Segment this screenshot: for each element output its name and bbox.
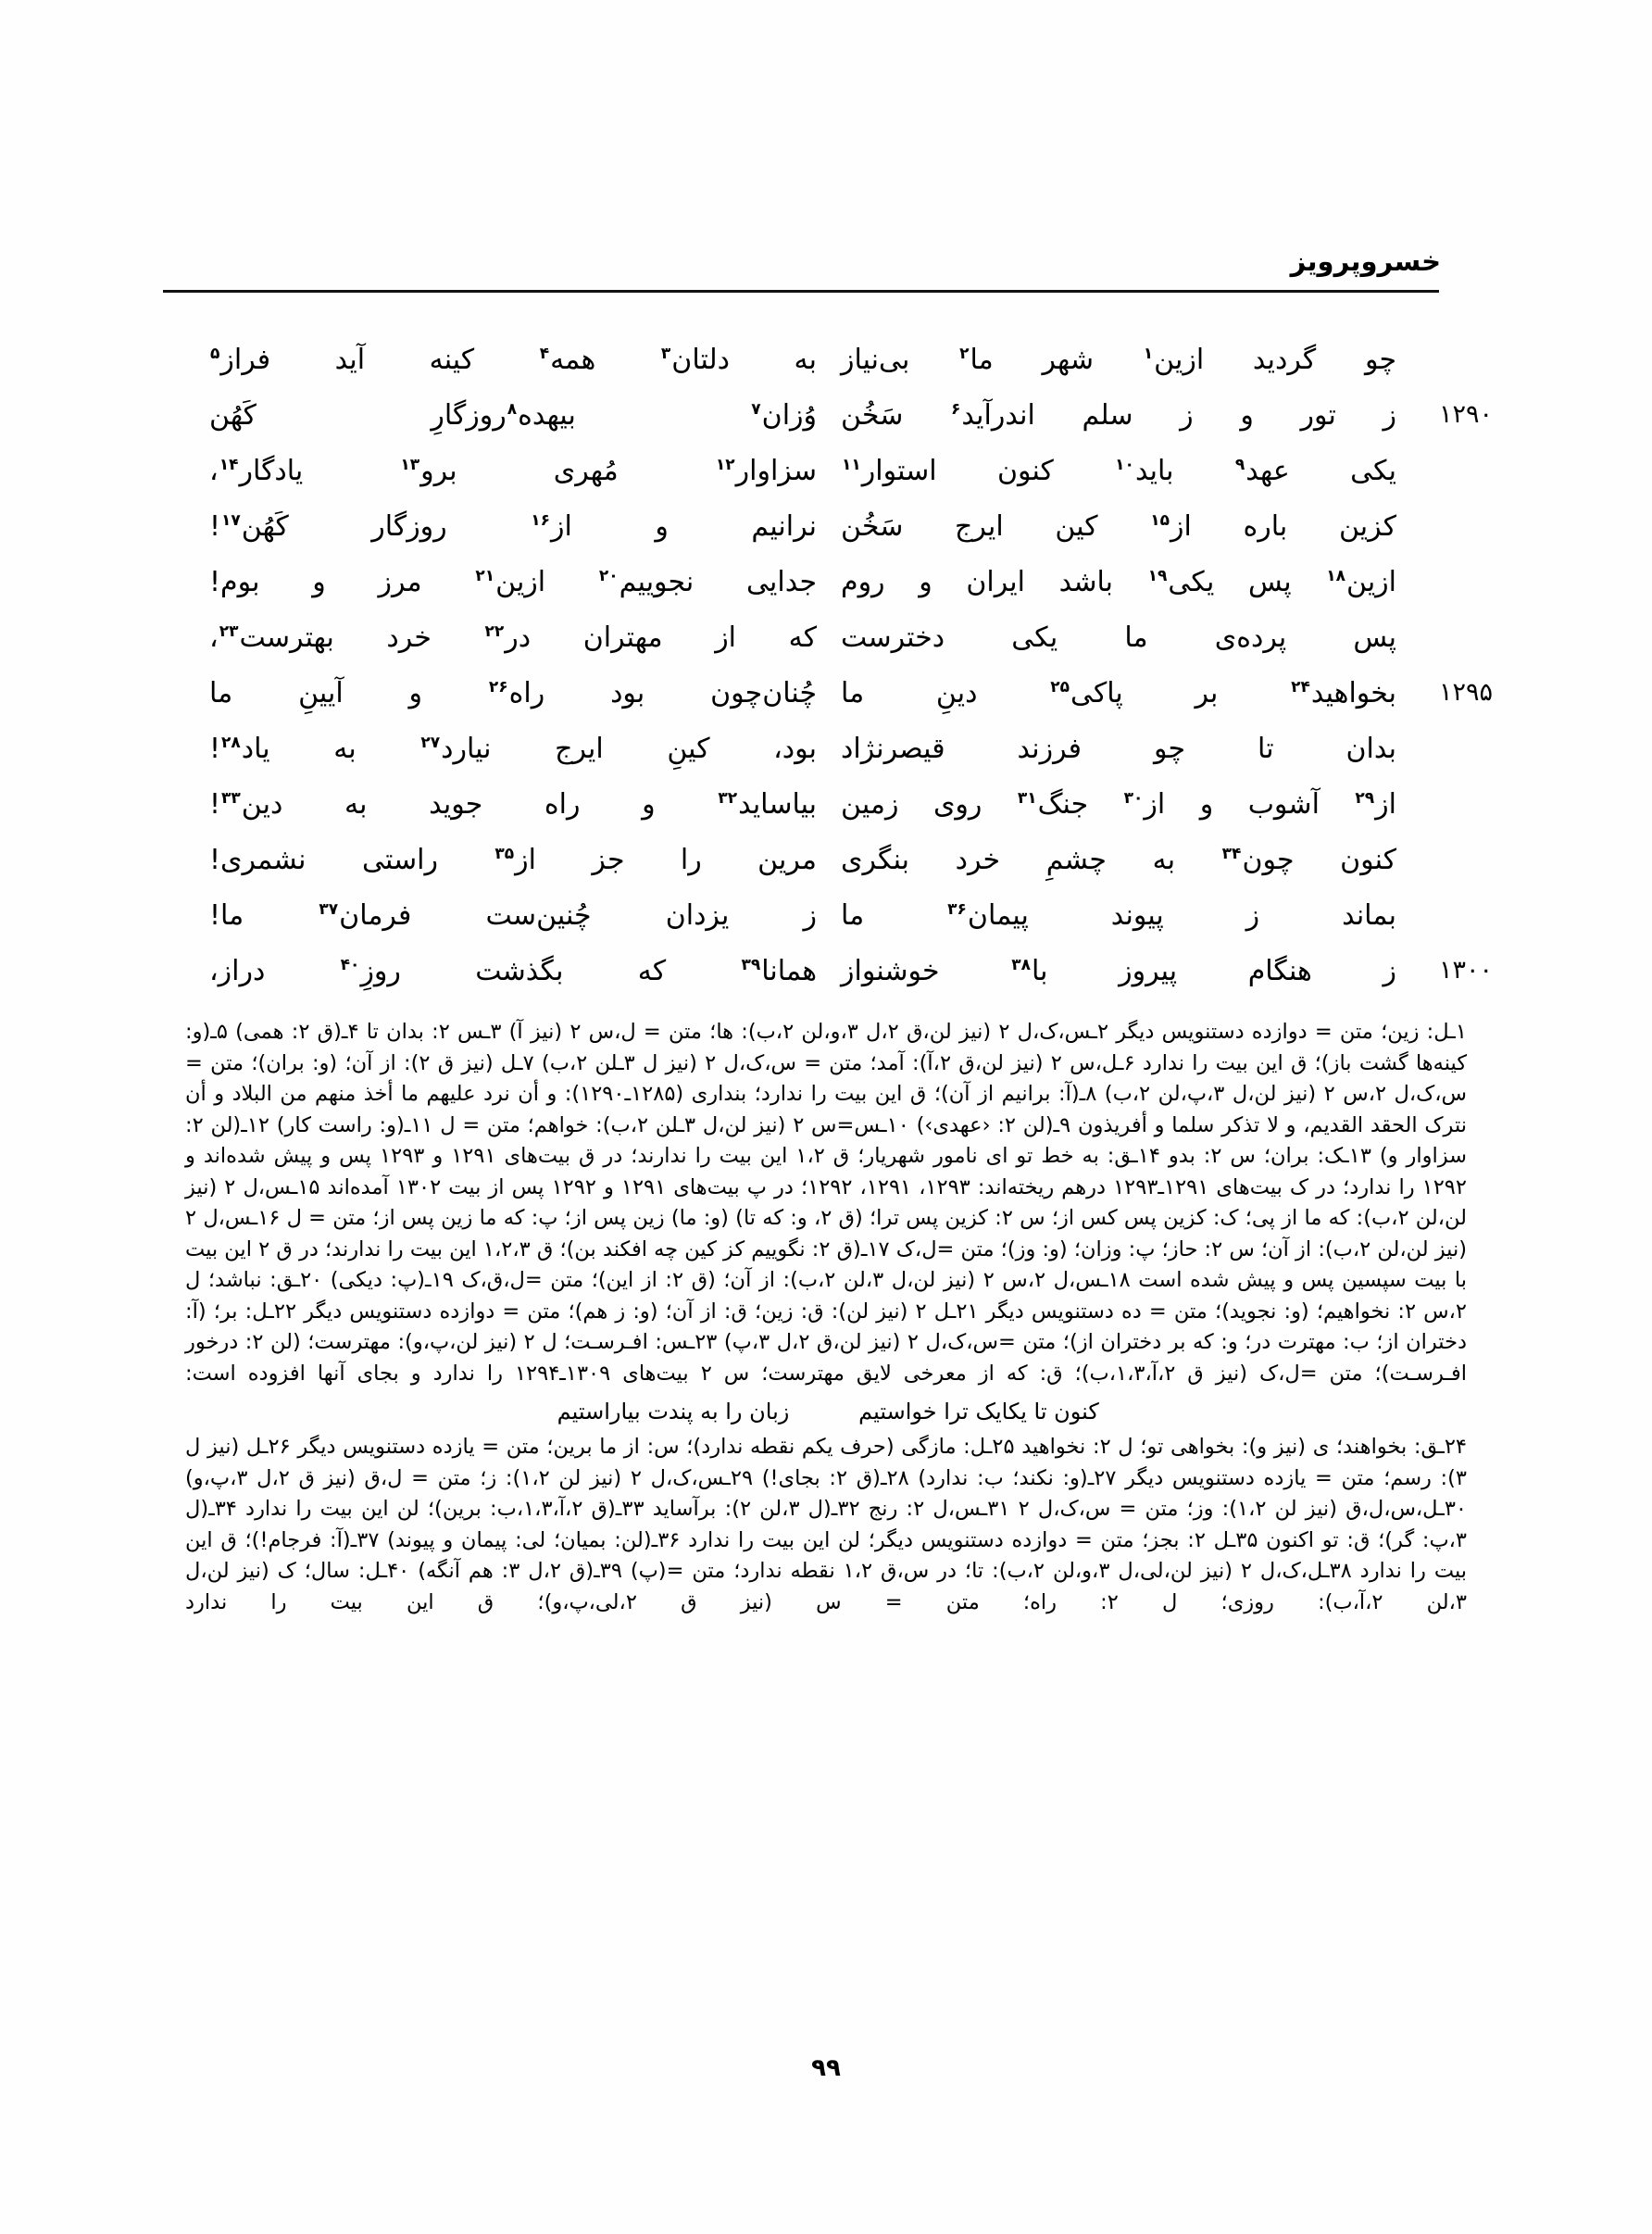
hemistich-text: کنون چون$^{۳۴}$ به چشمِ خرد بنگری xyxy=(841,844,1396,876)
hemistich-text: بدان تا چو فرزند قیصرنژاد xyxy=(841,733,1396,765)
hemistich-text: ز یزدان چُنین‌ست فرمان$^{۳۷}$ ما! xyxy=(209,899,817,932)
verse-row xyxy=(206,500,1437,556)
verse-number: ۱۲۹۵ xyxy=(1438,678,1493,707)
verse-row xyxy=(206,945,1493,1000)
verse-hemistich-right xyxy=(826,945,1493,998)
verse-hemistich-left xyxy=(206,445,826,498)
verse-hemistich-right xyxy=(826,722,1437,776)
hemistich-text: بود، کینِ ایرج نیارد$^{۲۷}$ به یاد$^{۲۸}$! xyxy=(209,733,817,765)
verse-hemistich-right xyxy=(826,889,1437,943)
apparatus-paragraph: ۲۴ـق: بخواهند؛ ی (نیز و): بخواهی تو؛ ل ۲: نخواهید ۲۵ـل: مازگی (حرف یکم نقطه ندارد)؛ س: از ما برین؛ متن = یازده دستنویس دیگر ۲۶ـل (نیز ل ۳): رسم؛ متن = یازده دستنویس دیگر ۲۷ـ(و: نکند؛ ب: ندارد) ۲۸ـ(ق ۲: بجای!) ۲۹ـس،ک،ل ۲ (نیز لن ۱،۲): ز؛ متن = ل،ق (نیز ق ۲،ل ۳،پ،و) ۳۰ـل،س،ل،ق (نیز لن ۱،۲): وز؛ متن = س،ک،ل ۲ ۳۱ـس،ل ۲: رنج ۳۲ـ(ل ۳،لن ۲): برآساید ۳۳ـ(ق ۲،آ،۱،۳،ب: برین)؛ لن این بیت را ندارد ۳۴ـ(ل ۳،پ: گر)؛ ق: تو اکنون ۳۵ـل ۲: بجز؛ متن = دوازده دستنویس دیگر؛ لن این بیت را ندارد ۳۶ـ(لن: بمیان؛ لی: پیمان و پیوند) ۳۷ـ(آ: فرجام!)؛ ق این بیت را ندارد ۳۸ـل،ک،ل ۲ (نیز لن،لی،ل ۳،و،لن ۲،ب): تا؛ در س،ق ۱،۲ نقطه ندارد؛ متن =(پ) ۳۹ـ(ق ۲،ل ۳: هم آنگه) ۴۰ـل: سال؛ ک (نیز لن،ل ۳،لن ۲،آ،ب): روزی؛ ل ۲: راه؛ متن = س (نیز ق ۲،لی،پ،و)؛ ق این بیت را ندارد xyxy=(185,1435,1468,1614)
hemistich-text: مرین را جز از$^{۳۵}$ راستی نشمری! xyxy=(209,844,817,876)
verse-hemistich-left xyxy=(206,945,826,998)
folio-page-number: ۹۹ xyxy=(811,2054,841,2082)
hemistich-text: از$^{۲۹}$ آشوب و از$^{۳۰}$ جنگ$^{۳۱}$ روی زمین xyxy=(841,788,1396,821)
verse-hemistich-right xyxy=(826,556,1437,609)
hemistich-text: کزین باره از$^{۱۵}$ کین ایرج سَخُن xyxy=(841,510,1396,543)
hemistich-text: که از مهتران در$^{۲۲}$ خرد بهترست$^{۲۳}$، xyxy=(209,621,817,654)
hemistich-text: چُنان‌چون بود راه$^{۲۶}$ و آیینِ ما xyxy=(209,677,817,709)
verse-hemistich-right xyxy=(826,834,1437,887)
running-head xyxy=(211,245,1441,280)
verse-row xyxy=(206,889,1437,945)
hemistich-text: یکی عهد$^۹$ باید$^{۱۰}$ کنون استوار$^{۱۱}$ xyxy=(842,455,1397,487)
running-head-title: خسروپرویز xyxy=(1290,245,1441,277)
verse-hemistich-left xyxy=(206,667,826,721)
verse-hemistich-left xyxy=(206,500,826,554)
hemistich-text: چو گردید ازین$^۱$ شهر ما$^۲$ بی‌نیاز xyxy=(841,344,1396,376)
verse-hemistich-left xyxy=(206,389,826,443)
verse-row xyxy=(206,556,1437,611)
verse-row xyxy=(206,778,1437,834)
verse-hemistich-left xyxy=(206,333,826,387)
apparatus-inset-hemistich-2: زبان را به پندت بیاراستیم xyxy=(557,1399,790,1424)
hemistich-text: جدایی نجوییم$^{۲۰}$ ازین$^{۲۱}$ مرز و بوم! xyxy=(209,566,818,598)
verse-hemistich-left xyxy=(206,722,826,776)
verse-hemistich-left xyxy=(206,778,826,832)
verse-row xyxy=(206,834,1437,889)
verse-hemistich-right xyxy=(826,389,1493,443)
hemistich-text: پس پرده‌ی ما یکی دخترست xyxy=(841,621,1396,654)
verse-hemistich-right xyxy=(826,611,1437,665)
hemistich-text: بخواهید$^{۲۴}$ بر پاکی$^{۲۵}$ دینِ ما xyxy=(841,677,1396,709)
verse-hemistich-left xyxy=(206,556,826,609)
hemistich-text: نرانیم و از$^{۱۶}$ روزگار کَهُن$^{۱۷}$! xyxy=(209,510,817,543)
critical-apparatus xyxy=(185,1017,1467,1618)
verse-row xyxy=(206,333,1437,389)
verse-hemistich-right xyxy=(826,445,1437,498)
verse-row xyxy=(206,722,1437,778)
verse-hemistich-right xyxy=(826,667,1493,721)
hemistich-text: ازین$^{۱۸}$ پس یکی$^{۱۹}$ باشد ایران و روم xyxy=(841,566,1396,598)
hemistich-text: همانا$^{۳۹}$ که بگذشت روزِ$^{۴۰}$ دراز، xyxy=(209,955,818,987)
verse-row xyxy=(206,611,1437,667)
verse-hemistich-right xyxy=(826,333,1437,387)
verse-number: ۱۲۹۰ xyxy=(1438,400,1493,429)
verse-hemistich-left xyxy=(206,834,826,887)
verse-number: ۱۳۰۰ xyxy=(1438,956,1493,985)
verse-row xyxy=(206,445,1437,500)
hemistich-text: بماند ز پیوند پیمان$^{۳۶}$ ما xyxy=(841,899,1396,932)
hemistich-text: ز تور و ز سلم اندرآید$^۶$ سَخُن xyxy=(841,399,1397,432)
verse-hemistich-right xyxy=(826,778,1437,832)
verse-hemistich-left xyxy=(206,611,826,665)
verse-hemistich-left xyxy=(206,889,826,943)
hemistich-text: بیاساید$^{۳۲}$ و راه جوید به دین$^{۳۳}$! xyxy=(209,788,817,821)
hemistich-text: سزاوار$^{۱۲}$ مُهری برو$^{۱۳}$ یادگار$^{۱۴}$، xyxy=(209,455,817,487)
verse-row xyxy=(206,389,1493,445)
verse-row xyxy=(206,667,1493,722)
hemistich-text: وُزان$^۷$ بیهده$^۸$روزگارِ کَهُن xyxy=(209,399,817,432)
hemistich-text: به دلتان$^۳$ همه$^۴$ کینه آید فراز$^۵$ xyxy=(210,344,817,376)
apparatus-inset-verse xyxy=(185,1393,1467,1430)
verse-hemistich-right xyxy=(826,500,1437,554)
apparatus-paragraph: ۱ـل: زین؛ متن = دوازده دستنویس دیگر ۲ـس،ک،ل ۲ (نیز لن،ق ۲،ل ۳،و،لن ۲،ب): ها؛ متن = ل،س ۲ (نیز آ) ۳ـس ۲: بدان تا ۴ـ(ق ۲: همی) ۵ـ(و: کینه‌ها گشت باز)؛ ق این بیت را ندارد ۶ـل،س ۲ (نیز لن،ق ۲،آ): آمد؛ متن = س،ک،ل ۲ (نیز ل ۳ـلن ۲،ب) ۷ـل (نیز ق ۲): از آن؛ (و: بران)؛ متن = س،ک،ل ۲،س ۲ (نیز لن،ل ۳،پ،لن ۲،ب) ۸ـ(آ: برانیم از آن)؛ ق این بیت را ندارد؛ بنداری (۱۲۸۵ـ۱۲۹۰): و أن نرد علیهم ما أخذ منهم من البلاد و أن نترک الحقد القدیم، و لا تذکر سلما و أفریذون ۹ـ(لن ۲: ‹عهدی›) ۱۰ـس=س ۲ (نیز لن،ل ۳ـلن ۲،ب): خواهم؛ متن = ل ۱۱ـ(و: راست کار) ۱۲ـ(لن ۲: سزاوار و) ۱۳ـک: بران؛ س ۲: بدو ۱۴ـق: به خط تو ای نامور شهریار؛ ق ۱،۲ این بیت را ندارند؛ در ق بیت‌های ۱۲۹۱ و ۱۲۹۳ پس و پیش شده‌اند و ۱۲۹۲ را ندارد؛ در ک بیت‌های ۱۲۹۱ـ۱۲۹۳ درهم ریخته‌اند: ۱۲۹۳، ۱۲۹۱، ۱۲۹۲؛ در پ بیت‌های ۱۲۹۱ و ۱۲۹۲ پس از بیت ۱۳۰۲ آمده‌اند ۱۵ـس،ل ۲ (نیز لن،لن ۲،ب): که ما از پی؛ ک: کزین پس کس از؛ س ۲: کزین پس ترا؛ (ق ۲، و: که تا) (و: ما) زین پس از؛ پ: که ما زین پس از؛ متن = ل ۱۶ـس،ل ۲ (نیز لن،لن ۲،ب): از آن؛ س ۲: حاز؛ پ: وزان؛ (و: وز)؛ متن =ل،ک ۱۷ـ(ق ۲: نگوییم کز کین چه افکند بن)؛ ق ۱،۲،۳ این بیت را ندارند؛ در ق ۲ این بیت با بیت سپسین پس و پیش شده است ۱۸ـس،ل ۲،س ۲ (نیز لن،ل ۳،لن ۲،ب): از آن؛ (ق ۲: از این)؛ متن =ل،ق،ک ۱۹ـ(پ: دیکی) ۲۰ـق: نباشد؛ ل ۲،س ۲: نخواهیم؛ (و: نجوید)؛ متن = ده دستنویس دیگر ۲۱ـل ۲ (نیز لن): ق: زین؛ ق: از آن؛ (و: ز هم)؛ متن = دوازده دستنویس دیگر ۲۲ـل: بر؛ (آ: دختران از؛ ب: مهترت در؛ و: که بر دختران از)؛ متن =س،ک،ل ۲ (نیز لن،ق ۲،ل ۳،پ) ۲۳ـس: افـرسـت؛ ل ۲ (نیز لن،پ،و): مهترست؛ (لن ۲: درخور افـرسـت)؛ متن =ل،ک (نیز ق ۲،آ،۱،۳،ب)؛ ق: که از معرخی لایق مهترست؛ س ۲ بیت‌های ۱۳۰۹ـ۱۲۹۴ را ندارد و بجای آنها افزوده است: xyxy=(185,1020,1468,1386)
header-rule xyxy=(163,290,1439,293)
verse-block xyxy=(206,333,1493,1000)
apparatus-inset-hemistich-1: کنون تا یکایک ترا خواستیم xyxy=(858,1399,1099,1424)
hemistich-text: ز هنگام پیروز با$^{۳۸}$ خوشنواز xyxy=(841,955,1397,987)
